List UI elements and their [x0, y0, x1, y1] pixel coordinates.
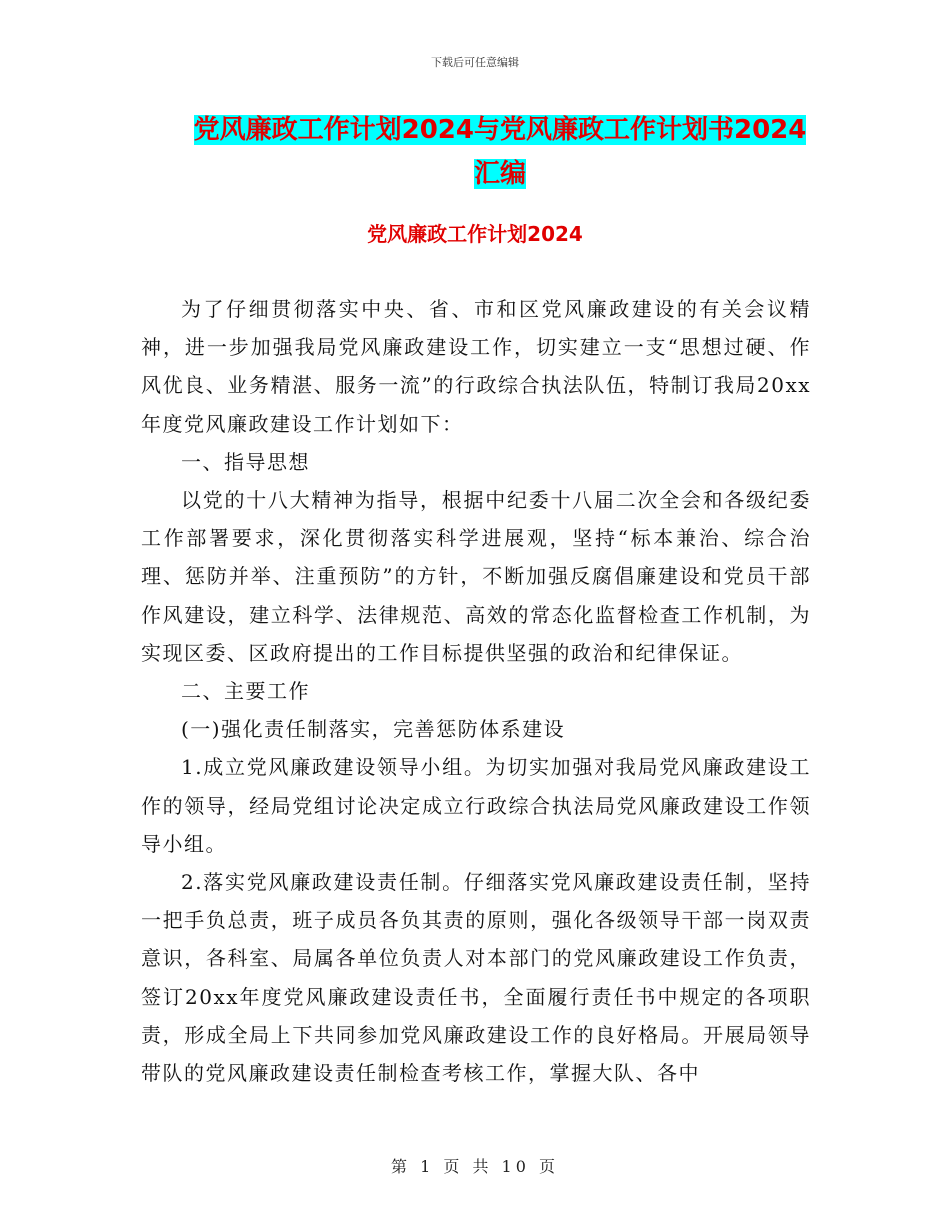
guiding-ideology-paragraph: 以党的十八大精神为指导，根据中纪委十八届二次全会和各级纪委工作部署要求，深化贯彻落实科学进展观，坚持“标本兼治、综合治理、惩防并举、注重预防”的方针，不断加强反腐倡廉建设和党员干部作风建设，建立科学、法律规范、高效的常态化监督检查工作机制，为实现区委、区政府提出的工作目标提供坚强的政治和纪律保证。 — [141, 488, 811, 665]
intro-paragraph: 为了仔细贯彻落实中央、省、市和区党风廉政建设的有关会议精神，进一步加强我局党风廉政建设工作，切实建立一支“思想过硬、作风优良、业务精湛、服务一流”的行政综合执法队伍，特制订我局20xx年度党风廉政建设工作计划如下： — [141, 297, 811, 436]
page-footer: 第 1 页 共 10 页 — [391, 1157, 559, 1176]
document-main-title — [150, 108, 850, 196]
heading-guiding-ideology: 一、指导思想 — [181, 449, 310, 474]
main-title-line2: 汇编 — [473, 159, 526, 189]
header-note: 下载后可任意编辑 — [431, 56, 519, 69]
subheading-responsibility: (一)强化责任制落实，完善惩防体系建设 — [181, 717, 566, 742]
item-1-paragraph: 1.成立党风廉政建设领导小组。为切实加强对我局党风廉政建设工作的领导，经局党组讨论决定成立行政综合执法局党风廉政建设工作领导小组。 — [141, 755, 811, 856]
heading-main-work: 二、主要工作 — [181, 679, 310, 704]
section-title: 党风廉政工作计划2024 — [367, 222, 583, 246]
item-2-paragraph: 2.落实党风廉政建设责任制。仔细落实党风廉政建设责任制，坚持一把手负总责，班子成员各负其责的原则，强化各级领导干部一岗双责意识，各科室、局属各单位负责人对本部门的党风廉政建设工作负责，签订20xx年度党风廉政建设责任书，全面履行责任书中规定的各项职责，形成全局上下共同参加党风廉政建设工作的良好格局。开展局领导带队的党风廉政建设责任制检查考核工作，掌握大队、各中 — [141, 870, 811, 1086]
document-body — [141, 290, 811, 1092]
main-title-line1: 党风廉政工作计划2024与党风廉政工作计划书2024 — [193, 115, 807, 145]
